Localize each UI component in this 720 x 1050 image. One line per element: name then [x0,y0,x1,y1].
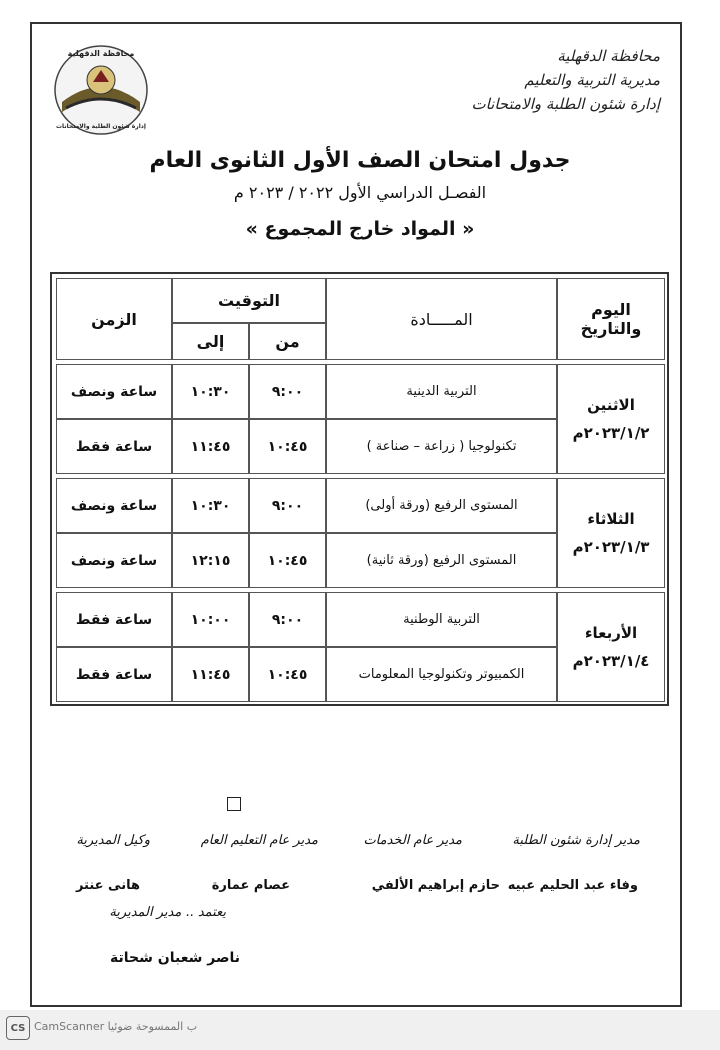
exam-schedule-table [50,272,669,706]
scanner-footer [0,1010,720,1050]
camscanner-icon: CS [6,1016,30,1040]
signature-title: مدير إدارة شئون الطلبة [512,833,640,848]
header-timing: التوقيت [172,278,326,323]
subject-cell: الكمبيوتر وتكنولوجيا المعلومات [326,647,557,702]
from-cell: ١٠:٤٥ [249,533,326,588]
duration-cell: ساعة فقط [56,647,172,702]
signature-name: حازم إبراهيم الألفي [371,878,500,893]
signature-name: هانى عنتر [75,878,140,893]
to-cell: ١١:٤٥ [172,419,249,474]
day-cell [557,364,665,474]
semester-subtitle: الفصـل الدراسي الأول ٢٠٢٢ / ٢٠٢٣ م [233,183,487,202]
subject-cell: التربية الوطنية [326,592,557,647]
to-cell: ١٢:١٥ [172,533,249,588]
day-date: ٢٠٢٣/١/٣م [572,538,650,556]
logo-bottom-text: إدارة شئون الطلبة والامتحانات [56,123,146,130]
duration-cell: ساعة ونصف [56,478,172,533]
header-to: إلى [172,323,249,360]
day-name: الاثنين [587,396,635,414]
signature-title: مدير عام التعليم العام [200,833,318,848]
from-cell: ١٠:٤٥ [249,419,326,474]
duration-cell: ساعة ونصف [56,364,172,419]
to-cell: ١٠:٣٠ [172,364,249,419]
from-cell: ١٠:٤٥ [249,647,326,702]
to-cell: ١١:٤٥ [172,647,249,702]
signature-title: مدير عام الخدمات [363,833,462,848]
day-cell [557,478,665,588]
logo-top-text: محافظة الدقهلية [67,49,135,58]
approval-label: يعتمد .. مدير المديرية [109,905,226,920]
camscanner-watermark: CamScanner ب الممسوحة ضوئيا [34,1020,198,1033]
checkbox[interactable] [227,797,241,811]
to-cell: ١٠:٣٠ [172,478,249,533]
day-name: الثلاثاء [587,510,635,528]
header-department: إدارة شئون الطلبة والامتحانات [471,95,660,113]
from-cell: ٩:٠٠ [249,364,326,419]
header-directorate-name: مديرية التربية والتعليم [524,71,660,89]
header-from: من [249,323,326,360]
signature-title: وكيل المديرية [76,833,150,848]
signature-name: وفاء عبد الحليم عبيه [507,878,638,893]
subject-cell: تكنولوجيا ( زراعة – صناعة ) [326,419,557,474]
to-cell: ١٠:٠٠ [172,592,249,647]
duration-cell: ساعة فقط [56,592,172,647]
duration-cell: ساعة ونصف [56,533,172,588]
day-name: الأربعاء [584,624,638,642]
director-name: ناصر شعبان شحاتة [110,950,240,966]
governorate-logo [52,42,150,138]
day-date: ٢٠٢٣/١/٢م [572,424,650,442]
from-cell: ٩:٠٠ [249,478,326,533]
group-subtitle: « المواد خارج المجموع » [245,218,475,240]
duration-cell: ساعة فقط [56,419,172,474]
subject-cell: التربية الدينية [326,364,557,419]
header-day-date: اليوم والتاريخ [557,278,665,360]
header-subject: المـــــادة [326,278,557,360]
header-duration: الزمن [56,278,172,360]
from-cell: ٩:٠٠ [249,592,326,647]
signature-name: عصام عمارة [211,878,290,893]
day-cell [557,592,665,702]
subject-cell: المستوى الرفيع (ورقة ثانية) [326,533,557,588]
header-directorate [471,44,660,116]
page-title: جدول امتحان الصف الأول الثانوى العام [149,148,571,173]
subject-cell: المستوى الرفيع (ورقة أولى) [326,478,557,533]
day-date: ٢٠٢٣/١/٤م [572,652,650,670]
header-governorate: محافظة الدقهلية [557,47,660,65]
